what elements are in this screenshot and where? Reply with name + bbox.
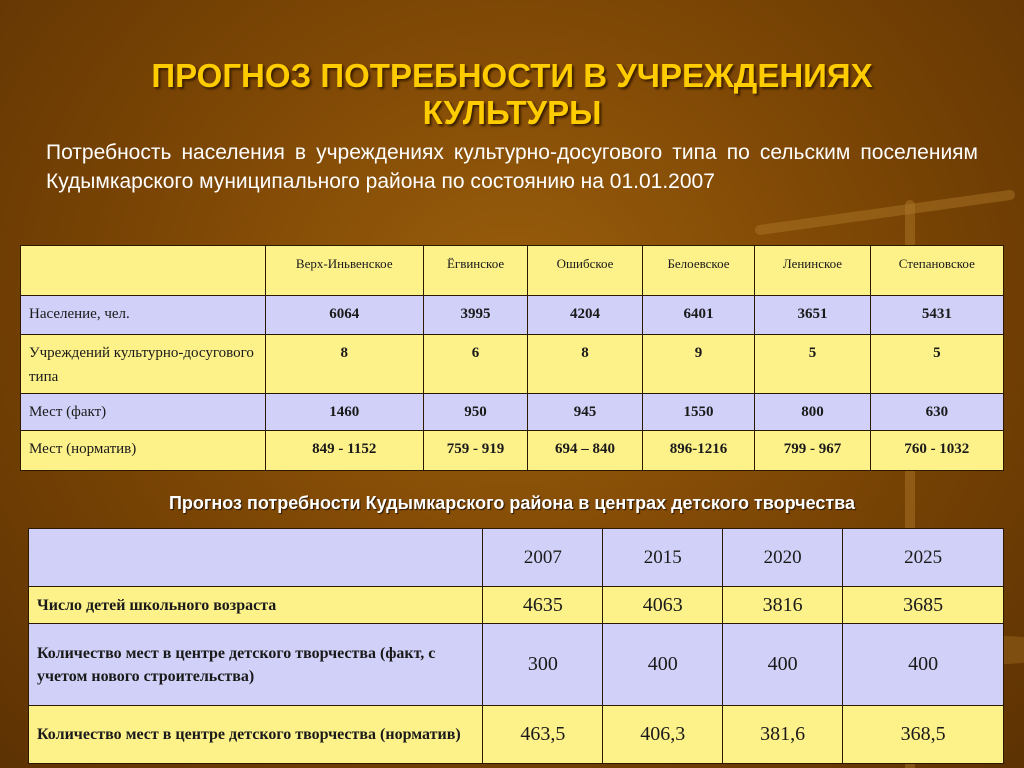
table-cell: 5 [870, 335, 1003, 394]
culture-needs-table [20, 245, 1004, 471]
row-label: Количество мест в центре детского творчества (норматив) [29, 706, 483, 764]
table-cell: 950 [423, 394, 528, 431]
table-row [29, 706, 1004, 764]
table-cell: 896-1216 [642, 431, 755, 471]
header-empty-cell [29, 529, 483, 587]
column-header: Верх-Иньвенское [265, 246, 423, 296]
table-cell: 406,3 [603, 706, 723, 764]
table-cell: 694 – 840 [528, 431, 642, 471]
table-cell: 3816 [723, 587, 843, 624]
table-cell: 368,5 [843, 706, 1004, 764]
row-label: Число детей школьного возраста [29, 587, 483, 624]
table-cell: 8 [265, 335, 423, 394]
table-row [21, 335, 1004, 394]
row-label: Население, чел. [21, 296, 266, 335]
table-cell: 1550 [642, 394, 755, 431]
table-cell: 1460 [265, 394, 423, 431]
table-cell: 5 [755, 335, 870, 394]
table-row [21, 431, 1004, 471]
table-cell: 4204 [528, 296, 642, 335]
year-header: 2007 [483, 529, 603, 587]
column-header: Белоевское [642, 246, 755, 296]
table-cell: 3995 [423, 296, 528, 335]
row-label: Количество мест в центре детского творчества (факт, с учетом нового строительства) [29, 624, 483, 706]
table-cell: 4635 [483, 587, 603, 624]
table-cell: 799 - 967 [755, 431, 870, 471]
page-title-line2: КУЛЬТУРЫ [422, 94, 602, 131]
year-header: 2025 [843, 529, 1004, 587]
column-header: Ошибское [528, 246, 642, 296]
column-header: Ленинское [755, 246, 870, 296]
table-cell: 8 [528, 335, 642, 394]
column-header: Ёгвинское [423, 246, 528, 296]
column-header: Степановское [870, 246, 1003, 296]
table-row [29, 624, 1004, 706]
table-cell: 3685 [843, 587, 1004, 624]
table-cell: 463,5 [483, 706, 603, 764]
row-label: Мест (факт) [21, 394, 266, 431]
table-row [21, 296, 1004, 335]
intro-text: Потребность населения в учреждениях культурно-досугового типа по сельским поселениям Кудымкарского муниципального района по состоянию на 01.01.2007 [46, 141, 978, 193]
table-cell: 4063 [603, 587, 723, 624]
page-title-line1: ПРОГНОЗ ПОТРЕБНОСТИ В УЧРЕЖДЕНИЯХ [151, 57, 873, 94]
table-cell: 945 [528, 394, 642, 431]
table-cell: 849 - 1152 [265, 431, 423, 471]
row-label: Учреждений культурно-досугового типа [21, 335, 266, 394]
table-cell: 5431 [870, 296, 1003, 335]
table-cell: 400 [723, 624, 843, 706]
year-header: 2020 [723, 529, 843, 587]
year-header: 2015 [603, 529, 723, 587]
table-cell: 3651 [755, 296, 870, 335]
section-subtitle: Прогноз потребности Кудымкарского района в центрах детского творчества [168, 493, 856, 513]
table-row [21, 394, 1004, 431]
table-cell: 6064 [265, 296, 423, 335]
children-creativity-forecast-table [28, 528, 1004, 764]
table-cell: 6401 [642, 296, 755, 335]
table-cell: 800 [755, 394, 870, 431]
table-header-row [21, 246, 1004, 296]
table-row [29, 587, 1004, 624]
header-empty-cell [21, 246, 266, 296]
table-cell: 630 [870, 394, 1003, 431]
table-header-row [29, 529, 1004, 587]
table-cell: 6 [423, 335, 528, 394]
table-cell: 9 [642, 335, 755, 394]
table-cell: 381,6 [723, 706, 843, 764]
row-label: Мест (норматив) [21, 431, 266, 471]
table-cell: 400 [603, 624, 723, 706]
table-cell: 760 - 1032 [870, 431, 1003, 471]
table-cell: 400 [843, 624, 1004, 706]
table-cell: 759 - 919 [423, 431, 528, 471]
table-cell: 300 [483, 624, 603, 706]
